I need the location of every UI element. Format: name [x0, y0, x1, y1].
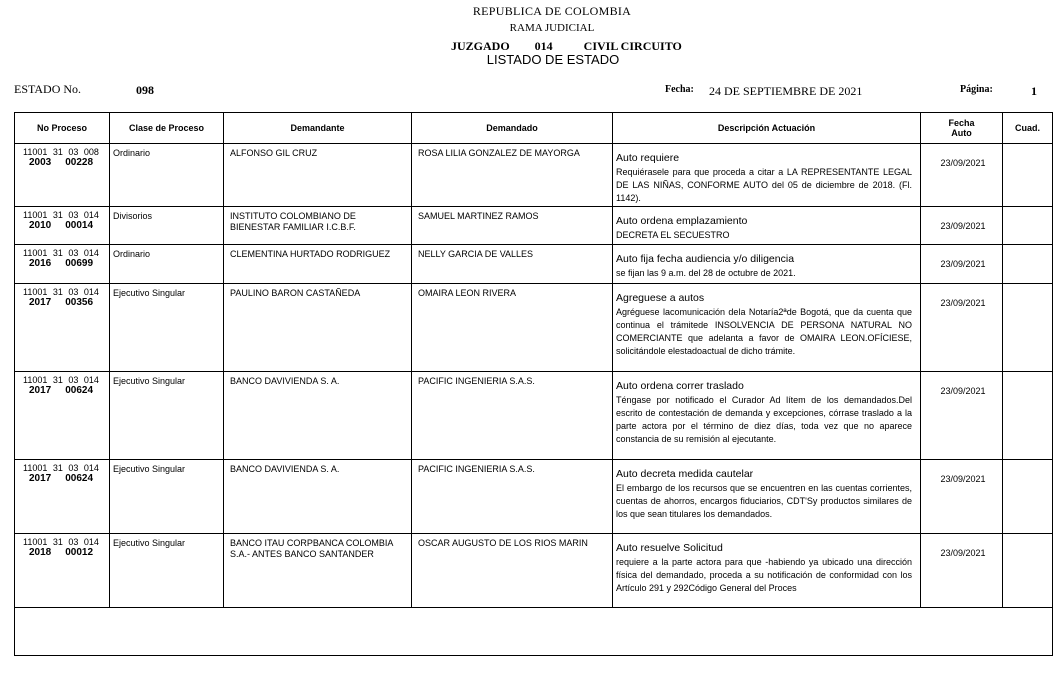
demandante: BANCO DAVIVIENDA S. A.	[230, 376, 340, 387]
estado-table	[14, 112, 1053, 656]
col-demandado: Demandado	[412, 113, 613, 144]
table-row	[15, 460, 1053, 534]
col-clase: Clase de Proceso	[110, 113, 224, 144]
col-descripcion: Descripción Actuación	[613, 113, 921, 144]
actuacion-title: Auto requiere	[616, 152, 680, 164]
court-label: JUZGADO	[451, 39, 510, 53]
radicado-number: 00624	[65, 385, 94, 397]
radicado-number: 00228	[65, 157, 94, 168]
clase-proceso: Ejecutivo Singular	[113, 464, 186, 475]
cuaderno	[1003, 207, 1052, 213]
actuacion-desc: El embargo de los recursos que se encuentren en las cuentas corrientes, cuentas de ahorros, encargos fiduciarios, CDT'Sy productos similares de los que sean titulares los demandados.	[616, 483, 912, 519]
fecha-auto: 23/09/2021	[940, 298, 986, 309]
clase-proceso: Ejecutivo Singular	[113, 288, 186, 299]
cuaderno	[1003, 534, 1052, 540]
radicado: 11001 31 03 014	[23, 287, 99, 298]
clase-proceso: Ordinario	[113, 148, 151, 158]
radicado-number: 00012	[65, 547, 94, 559]
demandado: SAMUEL MARTINEZ RAMOS	[418, 211, 539, 222]
col-no-proceso: No Proceso	[15, 113, 110, 144]
radicado-number: 00699	[65, 258, 94, 270]
pagina-number: 1	[1031, 84, 1037, 98]
fecha-auto: 23/09/2021	[940, 474, 986, 485]
table-row	[15, 534, 1053, 608]
actuacion-title: Auto resuelve Solicitud	[616, 542, 723, 555]
actuacion-title: Auto ordena emplazamiento	[616, 215, 748, 228]
clase-proceso: Ejecutivo Singular	[113, 376, 186, 387]
radicado-year: 2010	[29, 220, 52, 232]
demandado: ROSA LILIA GONZALEZ DE MAYORGA	[418, 148, 580, 158]
radicado: 11001 31 03 008	[23, 147, 99, 157]
radicado-year: 2018	[29, 547, 52, 559]
demandado: OMAIRA LEON RIVERA	[418, 288, 517, 299]
pagina-label: Página:	[960, 84, 993, 95]
demandante: BANCO DAVIVIENDA S. A.	[230, 464, 340, 475]
actuacion-desc: requiere a la parte actora para que -habiendo ya ubicado una dirección física del demandado, proceda a su notificación de conformidad con los Artículo 291 y 292Código General del Proces	[616, 557, 912, 593]
demandado: PACIFIC INGENIERIA S.A.S.	[418, 376, 535, 387]
demandante: INSTITUTO COLOMBIANO DE BIENESTAR FAMILIAR I.C.B.F.	[230, 211, 356, 233]
demandante: PAULINO BARON CASTAÑEDA	[230, 288, 361, 299]
actuacion-title: Auto ordena correr traslado	[616, 380, 744, 393]
actuacion-title: Agreguese a autos	[616, 292, 705, 305]
radicado-number: 00356	[65, 297, 94, 309]
estado-number: 098	[136, 83, 154, 97]
demandante: ALFONSO GIL CRUZ	[230, 148, 318, 158]
col-cuad: Cuad.	[1003, 113, 1053, 144]
demandado: NELLY GARCIA DE VALLES	[418, 249, 534, 260]
actuacion-title: Auto fija fecha audiencia y/o diligencia	[616, 253, 795, 266]
country-title: REPUBLICA DE COLOMBIA	[472, 4, 632, 18]
col-fecha-line1: Fecha	[948, 118, 975, 128]
radicado-year: 2017	[29, 473, 52, 485]
fecha-auto: 23/09/2021	[940, 158, 986, 168]
radicado-year: 2016	[29, 258, 52, 270]
actuacion-title: Auto decreta medida cautelar	[616, 468, 754, 481]
fecha-auto: 23/09/2021	[940, 221, 986, 232]
col-fecha-line2: Auto	[951, 128, 972, 138]
demandado: OSCAR AUGUSTO DE LOS RIOS MARIN	[418, 538, 588, 549]
estado-label: ESTADO No.	[14, 82, 82, 96]
clase-proceso: Ejecutivo Singular	[113, 538, 186, 549]
clase-proceso: Divisorios	[113, 211, 153, 222]
radicado: 11001 31 03 014	[23, 210, 99, 221]
demandado: PACIFIC INGENIERIA S.A.S.	[418, 464, 535, 475]
clase-proceso: Ordinario	[113, 249, 151, 260]
fecha-auto: 23/09/2021	[940, 259, 986, 270]
empty-cell	[15, 608, 1053, 656]
actuacion-desc: DECRETA EL SECUESTRO	[616, 230, 730, 241]
radicado-year: 2017	[29, 297, 52, 309]
table-header-row	[15, 113, 1053, 144]
col-fecha-auto	[921, 113, 1003, 144]
cuaderno	[1003, 245, 1052, 251]
radicado-number: 00014	[65, 220, 94, 232]
actuacion-desc: Requiérasele para que proceda a citar a LA REPRESENTANTE LEGAL DE LAS NIÑAS, CONFORME AUTO del 05 de diciembre de 2018. (Fl. 1142).	[616, 167, 912, 203]
actuacion-desc: Téngase por notificado el Curador Ad lítem de los demandados.Del escrito de contestación de demanda y excepciones, córrase traslado a la parte actora por el término de diez días, toda vez que no aparece constancia de su remisión al ejecutante.	[616, 395, 912, 444]
radicado-year: 2017	[29, 385, 52, 397]
table-row	[15, 372, 1053, 460]
radicado: 11001 31 03 014	[23, 375, 99, 386]
branch-title: RAMA JUDICIAL	[509, 22, 595, 34]
fecha-value: 24 DE SEPTIEMBRE DE 2021	[709, 84, 863, 98]
table-row	[15, 284, 1053, 372]
list-title: LISTADO DE ESTADO	[486, 52, 620, 67]
col-demandante: Demandante	[224, 113, 412, 144]
radicado: 11001 31 03 014	[23, 463, 99, 474]
radicado-number: 00624	[65, 473, 94, 485]
cuaderno	[1003, 144, 1052, 150]
cuaderno	[1003, 372, 1052, 378]
actuacion-desc: Agréguese lacomunicación dela Notaría2ªde Bogotá, que da cuenta que continua el trámitede INSOLVENCIA DE PERSONA NATURAL NO COMERCIANTE que adelanta a favor de OMAIRA LEON.OFÍCIESE, solicitándole elestadoactual de dicho trámite.	[616, 307, 912, 356]
actuacion-desc: se fijan las 9 a.m. del 28 de octubre de 2021.	[616, 268, 796, 279]
table-row	[15, 245, 1053, 284]
table-row	[15, 144, 1053, 207]
demandante: CLEMENTINA HURTADO RODRIGUEZ	[230, 249, 391, 260]
court-number: 014	[534, 39, 553, 53]
court-type: CIVIL CIRCUITO	[583, 39, 682, 53]
table-row	[15, 207, 1053, 245]
fecha-auto: 23/09/2021	[940, 548, 986, 559]
cuaderno	[1003, 284, 1052, 290]
radicado: 11001 31 03 014	[23, 537, 99, 548]
fecha-label: Fecha:	[665, 84, 694, 95]
radicado: 11001 31 03 014	[23, 248, 99, 259]
fecha-auto: 23/09/2021	[940, 386, 986, 397]
cuaderno	[1003, 460, 1052, 466]
table-row-empty	[15, 608, 1053, 656]
demandante: BANCO ITAU CORPBANCA COLOMBIA S.A.- ANTES BANCO SANTANDER	[230, 538, 393, 560]
radicado-year: 2003	[29, 157, 52, 168]
